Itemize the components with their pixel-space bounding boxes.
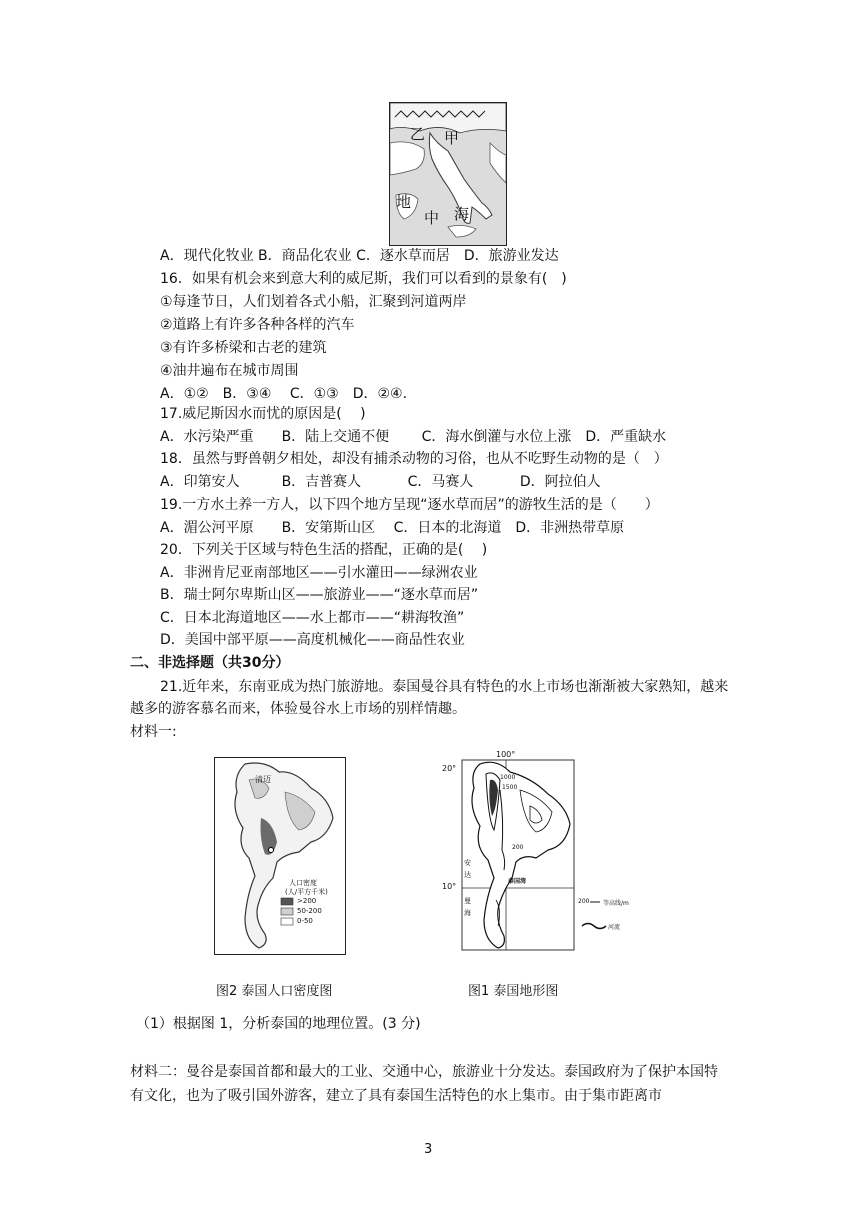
fig1-sea-char-3: 曼 [464, 897, 471, 905]
q17-stem: 17.威尼斯因水而忧的原因是( ) [160, 406, 366, 422]
fig1-caption: 图1 泰国地形图 [468, 984, 559, 999]
material2: 材料二：曼谷是泰国首都和最大的工业、交通中心，旅游业十分发达。泰国政府为了保护本国特有文化，也为了吸引国外游客，建立了具有泰国生活特色的水上集市。由于集市距离市 [130, 1064, 718, 1104]
section-title: 二、非选择题（共30分） [130, 655, 290, 671]
fig2-legend-title: 人口密度 [289, 879, 317, 887]
fig1-contour-200: 200 [512, 844, 524, 851]
q21-1: （1）根据图 1，分析泰国的地理位置。(3 分) [136, 1016, 421, 1032]
fig1-lat10: 10° [442, 882, 457, 891]
fig2-legend-low: 0-50 [297, 917, 313, 925]
q20-option-b: B．瑞士阿尔卑斯山区——旅游业——“逐水草而居” [160, 587, 479, 603]
q18-stem: 18．虽然与野兽朝夕相处，却没有捕杀动物的习俗，也从不吃野生动物的是（ ） [160, 451, 668, 467]
fig1-sea-char-2: 达 [464, 871, 471, 879]
q20-stem: 20．下列关于区域与特色生活的搭配，正确的是( ) [160, 542, 488, 558]
fig1-legend-river: 河流 [608, 924, 621, 931]
fig1-legend-contour-value: 200 [578, 898, 590, 905]
fig2-legend-high: >200 [297, 897, 317, 905]
fig2-city-label: 清迈 [255, 775, 271, 784]
italy-label-jia: 甲 [444, 129, 460, 147]
italy-map-drawing [390, 103, 506, 245]
fig2-population-map [214, 757, 346, 955]
italy-label-zhong: 中 [424, 209, 440, 227]
fig1-terrain-map [440, 750, 660, 960]
fig1-sea-char-4: 海 [464, 909, 471, 917]
italy-label-hai: 海 [454, 205, 470, 223]
fig1-lon100: 100° [496, 750, 516, 759]
q16-item-3: ③有许多桥梁和古老的建筑 [160, 340, 327, 356]
q16-item-2: ②道路上有许多各种各样的汽车 [160, 317, 355, 333]
q18-options: A．印第安人 B．吉普赛人 C．马赛人 D．阿拉伯人 [160, 474, 601, 490]
q16-stem: 16．如果有机会来到意大利的威尼斯，我们可以看到的景象有( ) [160, 271, 567, 287]
fig2-drawing [215, 758, 345, 954]
q19-options: A．湄公河平原 B．安第斯山区 C．日本的北海道 D．非洲热带草原 [160, 520, 625, 536]
page-number: 3 [424, 1142, 433, 1157]
fig1-sea-char-1: 安 [464, 859, 471, 867]
fig1-gulf-label: 泰国湾 [508, 878, 527, 885]
material1-label: 材料一: [130, 724, 177, 740]
q20-option-d: D．美国中部平原——高度机械化——商品性农业 [160, 632, 465, 648]
fig1-contour-1500: 1500 [502, 784, 518, 791]
q19-stem: 19.一方水土养一方人，以下四个地方呈现“逐水草而居”的游牧生活的是（ ） [160, 497, 659, 513]
q17-options: A．水污染严重 B．陆上交通不便 C．海水倒灌与水位上涨 D．严重缺水 [160, 429, 667, 445]
italy-map [389, 102, 507, 246]
italy-label-yi: 乙 [410, 125, 426, 143]
q20-option-a: A．非洲肯尼亚南部地区——引水灌田——绿洲农业 [160, 565, 478, 581]
fig1-contour-1000: 1000 [500, 774, 516, 781]
fig1-drawing [440, 750, 660, 960]
fig2-legend-mid: 50-200 [297, 907, 322, 915]
q16-item-4: ④油井遍布在城市周围 [160, 363, 299, 379]
q21-intro: 21.近年来，东南亚成为热门旅游地。泰国曼谷具有特色的水上市场也渐渐被大家熟知，越来越多的游客慕名而来，体验曼谷水上市场的别样情趣。 [130, 679, 729, 717]
fig1-lat20: 20° [442, 764, 457, 773]
q16-item-1: ①每逢节日，人们划着各式小船，汇聚到河道两岸 [160, 294, 467, 310]
q20-option-c: C．日本北海道地区——水上都市——“耕海牧渔” [160, 610, 465, 626]
q16-options: A．①② B．③④ C．①③ D．②④. [160, 386, 408, 402]
fig1-legend-contour: 等高线/m [603, 900, 629, 907]
q15-options: A．现代化牧业 B．商品化农业 C．逐水草而居 D．旅游业发达 [160, 248, 559, 264]
fig2-caption: 图2 泰国人口密度图 [216, 984, 333, 999]
fig2-legend-unit: (人/平方千米) [285, 888, 328, 896]
italy-label-di: 地 [396, 193, 412, 211]
